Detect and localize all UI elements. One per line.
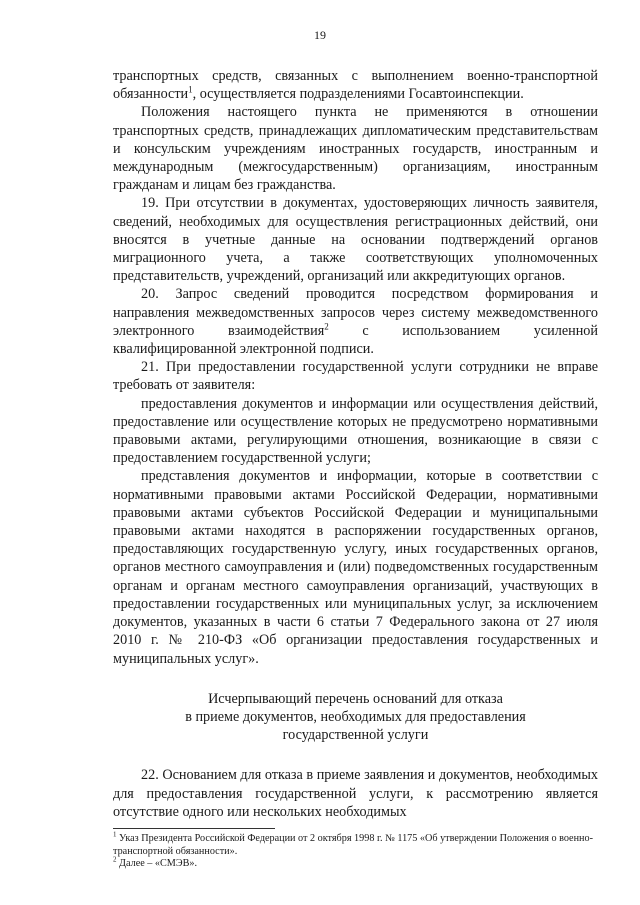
paragraph-text: 20. Запрос сведений проводится посредством формирования и направления межведомственных запросов через систему межведомственного электронного взаимодействия (113, 286, 598, 339)
footnote-divider (113, 828, 275, 829)
section-heading (113, 690, 598, 745)
heading-line-2: в приеме документов, необходимых для предоставления (185, 708, 526, 725)
paragraph-21-item-1: предоставления документов и информации или осуществления действий, предоставление или осуществление которых не предусмотрено нормативными правовыми актами, регулирующими отношения, возникающие в связи с предоставлением государственной услуги; (113, 395, 598, 467)
footnote-2-text: Далее – «СМЭВ». (116, 858, 198, 870)
paragraph-21-item-2: представления документов и информации, которые в соответствии с нормативными правовыми актами Российской Федерации, нормативными правовыми актами субъектов Российской Федерации и муниципальными правовыми актами находятся в распоряжении государственных органов, предоставляющих государственную услугу, иных государственных органов, органов местного самоуправления и (или) подведомственных государственным органам и органам местного самоуправления организаций, участвующих в предоставлении государственных или муниципальных услуг, за исключением документов, указанных в части 6 статьи 7 Федерального закона от 27 июля 2010 г. № 210-ФЗ «Об организации предоставления государственных и муниципальных услуг». (113, 468, 598, 667)
paragraph-22: 22. Основанием для отказа в приеме заявления и документов, необходимых для предоставления государственной услуги, к рассмотрению является отсутствие одного или нескольких необходимых (113, 767, 598, 820)
heading-line-1: Исчерпывающий перечень оснований для отказа (208, 690, 503, 707)
paragraph-21: 21. При предоставлении государственной услуги сотрудники не вправе требовать от заявителя: (113, 359, 598, 394)
paragraph-text: с использованием усиленной квалифицированной электронной подписи. (113, 322, 598, 358)
paragraph-text: транспортных средств, связанных с выполнением военно-транспортной обязанности (113, 68, 598, 103)
page-number: 19 (314, 28, 326, 42)
footnote-1-text: Указ Президента Российской Федерации от 2 октября 1998 г. № 1175 «Об утверждении Положения о военно-транспортной обязанности». (113, 833, 593, 857)
paragraph-exceptions: Положения настоящего пункта не применяются в отношении транспортных средств, принадлежащих дипломатическим представительствам и консульским учреждениям иностранных государств, иностранным и международным (межгосударственным) организациям, иностранным гражданам и лицам без гражданства. (113, 104, 598, 194)
paragraph-text: , осуществляется подразделениями Госавтоинспекции. (192, 86, 524, 103)
footnotes (113, 830, 598, 871)
paragraph-20 (113, 285, 598, 358)
footnote-1 (113, 830, 598, 858)
paragraph-continuation (113, 67, 598, 103)
body-text (113, 67, 598, 821)
footnote-ref-2: 2 (324, 321, 329, 332)
footnote-2-number: 2 (113, 855, 117, 864)
footnote-1-number: 1 (113, 830, 117, 839)
paragraph-19: 19. При отсутствии в документах, удостоверяющих личность заявителя, сведений, необходимых для осуществления регистрационных действий, они вносятся в учетные данные на основании подтверждений органов миграционного учета, а также соответствующих уполномоченных представительств, учреждений, организаций или аккредитующих органов. (113, 195, 598, 285)
heading-line-3: государственной услуги (282, 727, 429, 744)
footnote-ref-1: 1 (188, 84, 193, 95)
footnote-2 (113, 855, 598, 871)
